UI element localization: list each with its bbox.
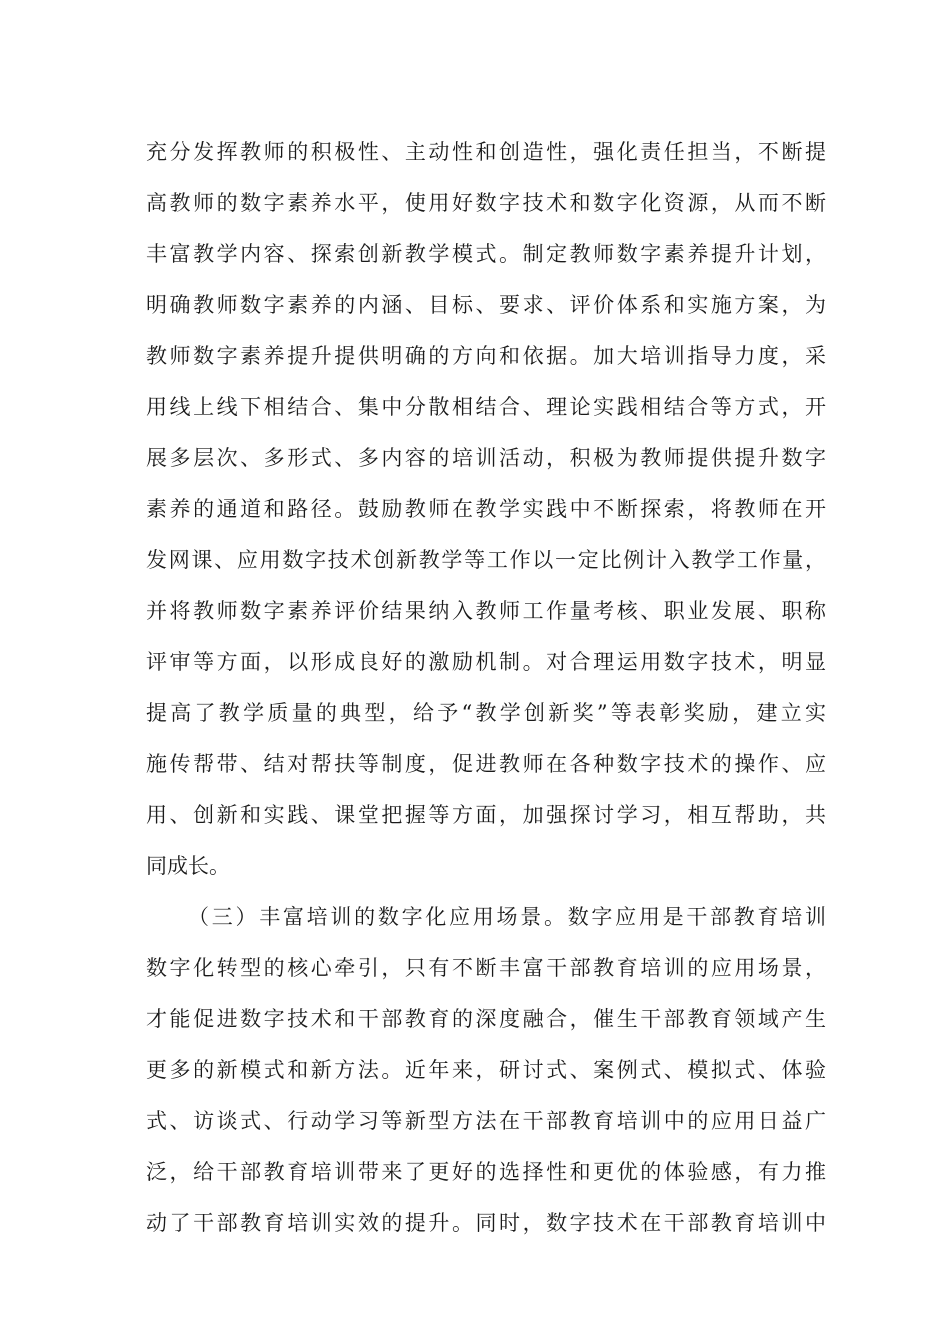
text-line: 丰富教学内容、探索创新教学模式。制定教师数字素养提升计划， [146,242,826,266]
text-line: 用、创新和实践、课堂把握等方面，加强探讨学习，相互帮助，共 [146,803,826,827]
text-line: 发网课、应用数字技术创新教学等工作以一定比例计入教学工作量， [146,548,826,572]
text-line: 式、访谈式、行动学习等新型方法在干部教育培训中的应用日益广 [146,1109,826,1133]
text-line: 充分发挥教师的积极性、主动性和创造性，强化责任担当，不断提 [146,140,826,164]
text-line: 明确教师数字素养的内涵、目标、要求、评价体系和实施方案，为 [146,293,826,317]
text-line: 同成长。 [146,854,230,878]
text-line: 动了干部教育培训实效的提升。同时，数字技术在干部教育培训中 [146,1211,826,1235]
text-line: 才能促进数字技术和干部教育的深度融合，催生干部教育领域产生 [146,1007,826,1031]
body-text [146,132,826,1254]
text-line: 素养的通道和路径。鼓励教师在教学实践中不断探索，将教师在开 [146,497,826,521]
text-line: 评审等方面，以形成良好的激励机制。对合理运用数字技术，明显 [146,650,826,674]
text-line: 施传帮带、结对帮扶等制度，促进教师在各种数字技术的操作、应 [146,752,826,776]
text-line: 更多的新模式和新方法。近年来，研讨式、案例式、模拟式、体验 [146,1058,826,1082]
section-heading-line: （三）丰富培训的数字化应用场景。数字应用是干部教育培训 [188,905,826,929]
text-line: 泛，给干部教育培训带来了更好的选择性和更优的体验感，有力推 [146,1160,826,1184]
text-line: 展多层次、多形式、多内容的培训活动，积极为教师提供提升数字 [146,446,826,470]
text-line: 用线上线下相结合、集中分散相结合、理论实践相结合等方式，开 [146,395,826,419]
text-line: 数字化转型的核心牵引，只有不断丰富干部教育培训的应用场景， [146,956,826,980]
text-line: 提高了教学质量的典型，给予“教学创新奖”等表彰奖励，建立实 [146,701,826,725]
text-line: 高教师的数字素养水平，使用好数字技术和数字化资源，从而不断 [146,191,826,215]
text-line: 教师数字素养提升提供明确的方向和依据。加大培训指导力度，采 [146,344,826,368]
text-line: 并将教师数字素养评价结果纳入教师工作量考核、职业发展、职称 [146,599,826,623]
